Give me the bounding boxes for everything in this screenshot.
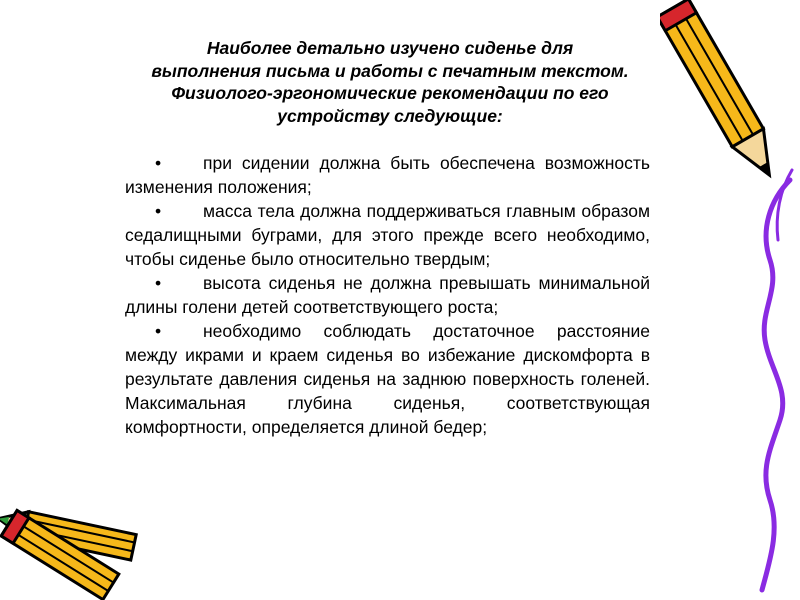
bullet-text: при сидении должна быть обеспечена возможность изменения положения;: [125, 153, 650, 197]
slide-heading: Наиболее детально изучено сиденье для выполнения письма и работы с печатным текстом. Физиолого-эргономические рекомендации по его устройству следующие:: [151, 38, 629, 126]
list-item: [125, 199, 650, 271]
pencil-icon: [0, 485, 160, 600]
bullet-text: необходимо соблюдать достаточное расстояние между икрами и краем сиденья во избежание дискомфорта в результате давления сиденья на заднюю поверхность голеней. Максимальная глубина сиденья, соответствующая комфортности, определяется длиной бедер;: [125, 321, 650, 437]
bullet-marker: •: [155, 153, 162, 173]
bullet-marker: •: [155, 321, 162, 341]
list-item: [125, 271, 650, 319]
list-item: [125, 319, 650, 439]
list-item: [125, 151, 650, 199]
bullet-list: [125, 151, 650, 439]
bullet-marker: •: [155, 273, 162, 293]
pencil-icon: [660, 0, 785, 195]
bullet-text: масса тела должна поддерживаться главным образом седалищными буграми, для этого прежде всего необходимо, чтобы сиденье было относительно твердым;: [125, 201, 650, 269]
bullet-marker: •: [155, 201, 162, 221]
bullet-text: высота сиденья не должна превышать минимальной длины голени детей соответствующего роста;: [125, 273, 650, 317]
